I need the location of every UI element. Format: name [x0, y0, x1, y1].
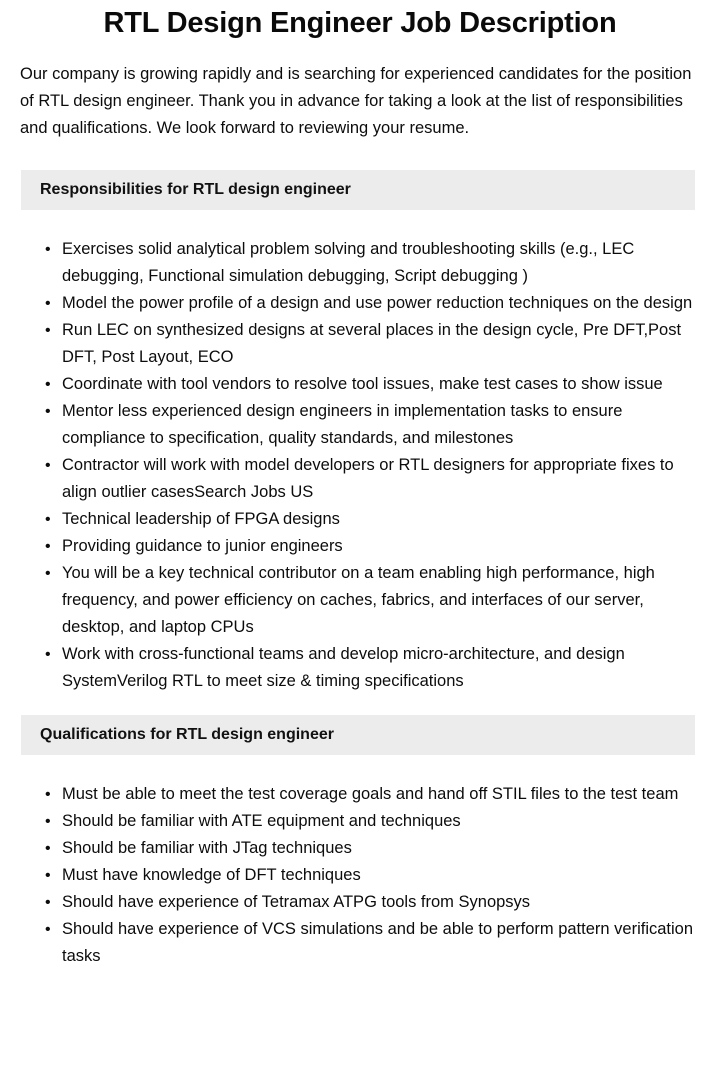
qualifications-list [20, 781, 698, 970]
page-title: RTL Design Engineer Job Description [103, 7, 617, 39]
section-responsibilities [0, 170, 720, 695]
list-item: • Should be familiar with ATE equipment and techniques [62, 808, 698, 835]
list-item: • Exercises solid analytical problem solving and troubleshooting skills (e.g., LEC debugging, Functional simulation debugging, Script debugging ) [62, 236, 698, 290]
list-item: • Should have experience of VCS simulations and be able to perform pattern verification tasks [62, 916, 698, 970]
list-item: • Mentor less experienced design engineers in implementation tasks to ensure compliance to specification, quality standards, and milestones [62, 398, 698, 452]
list-item: • Should be familiar with JTag techniques [62, 835, 698, 862]
list-item: • Should have experience of Tetramax ATPG tools from Synopsys [62, 889, 698, 916]
list-item: • You will be a key technical contributor on a team enabling high performance, high frequency, and power efficiency on caches, fabrics, and interfaces of our server, desktop, and laptop CPUs [62, 560, 698, 641]
list-item: • Model the power profile of a design and use power reduction techniques on the design [62, 290, 698, 317]
list-item: • Coordinate with tool vendors to resolve tool issues, make test cases to show issue [62, 371, 698, 398]
list-item: • Must have knowledge of DFT techniques [62, 862, 698, 889]
list-item: • Run LEC on synthesized designs at several places in the design cycle, Pre DFT,Post DFT, Post Layout, ECO [62, 317, 698, 371]
intro-paragraph: Our company is growing rapidly and is searching for experienced candidates for the position of RTL design engineer. Thank you in advance for taking a look at the list of responsibilities and qualifications. We look forward to reviewing your resume. [20, 65, 692, 137]
responsibilities-heading: Responsibilities for RTL design engineer [21, 170, 695, 210]
responsibilities-list [20, 236, 698, 695]
section-qualifications [0, 715, 720, 970]
list-item: • Providing guidance to junior engineers [62, 533, 698, 560]
qualifications-heading: Qualifications for RTL design engineer [21, 715, 695, 755]
list-item: • Technical leadership of FPGA designs [62, 506, 698, 533]
list-item: • Work with cross-functional teams and develop micro-architecture, and design SystemVerilog RTL to meet size & timing specifications [62, 641, 698, 695]
list-item: • Contractor will work with model developers or RTL designers for appropriate fixes to align outlier casesSearch Jobs US [62, 452, 698, 506]
list-item: • Must be able to meet the test coverage goals and hand off STIL files to the test team [62, 781, 698, 808]
